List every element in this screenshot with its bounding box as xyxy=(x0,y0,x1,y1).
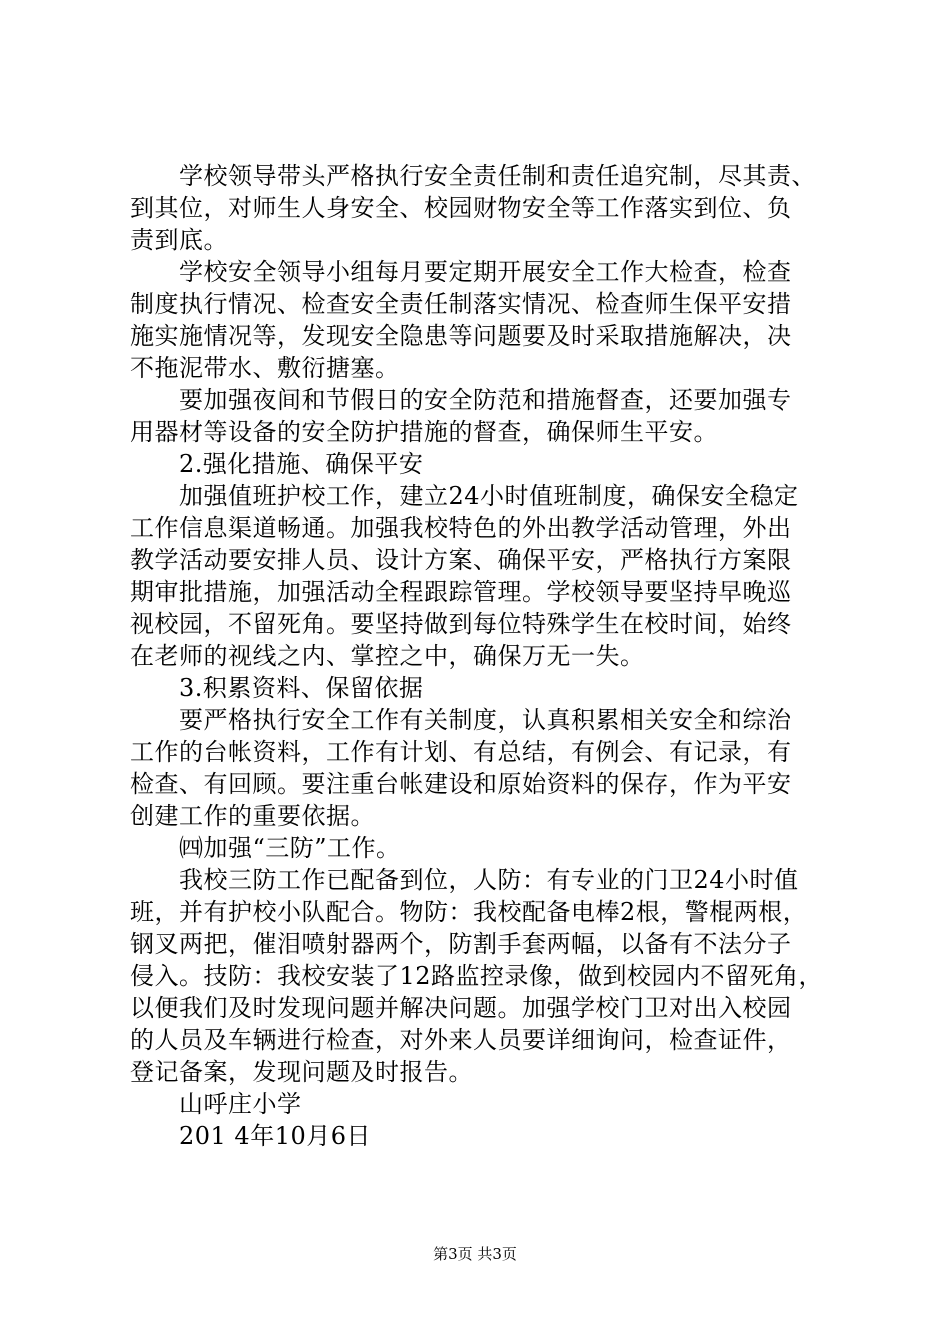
text-line: 的人员及车辆进行检查，对外来人员要详细询问，检查证件， xyxy=(130,1026,792,1054)
text-line: 教学活动要安排人员、设计方案、确保平安，严格执行方案限 xyxy=(130,546,792,574)
text-line: 要严格执行安全工作有关制度，认真积累相关安全和综治 xyxy=(130,706,792,734)
text-line: 班，并有护校小队配合。物防：我校配备电棒2根，警棍两根， xyxy=(130,898,808,926)
text-line: 创建工作的重要依据。 xyxy=(130,802,375,830)
text-line: 要加强夜间和节假日的安全防范和措施督查，还要加强专 xyxy=(130,386,792,414)
text-line: 期审批措施，加强活动全程跟踪管理。学校领导要坚持早晚巡 xyxy=(130,578,792,606)
text-line: 到其位，对师生人身安全、校园财物安全等工作落实到位、负 xyxy=(130,194,792,222)
section-heading: 3.积累资料、保留依据 xyxy=(130,674,424,702)
signature-school: 山呼庄小学 xyxy=(130,1090,302,1118)
text-line: 以便我们及时发现问题并解决问题。加强学校门卫对出入校园 xyxy=(130,994,792,1022)
page-footer: 第3页 共3页 xyxy=(433,1245,517,1263)
signature-date: 201 4年10月6日 xyxy=(130,1122,372,1150)
text-line: 我校三防工作已配备到位，人防：有专业的门卫24小时值 xyxy=(130,866,799,894)
text-line: 检查、有回顾。要注重台帐建设和原始资料的保存，作为平安 xyxy=(130,770,792,798)
text-line: 施实施情况等，发现安全隐患等问题要及时采取措施解决，决 xyxy=(130,322,792,350)
section-heading: 2.强化措施、确保平安 xyxy=(130,450,424,478)
text-line: 侵入。技防：我校安装了12路监控录像，做到校园内不留死角， xyxy=(130,962,824,990)
text-line: 学校领导带头严格执行安全责任制和责任追究制，尽其责、 xyxy=(130,162,816,190)
text-line: 加强值班护校工作，建立24小时值班制度，确保安全稳定 xyxy=(130,482,799,510)
text-line: 学校安全领导小组每月要定期开展安全工作大检查，检查 xyxy=(130,258,792,286)
text-line: 工作的台帐资料，工作有计划、有总结，有例会、有记录，有 xyxy=(130,738,792,766)
text-line: 在老师的视线之内、掌控之中，确保万无一失。 xyxy=(130,642,645,670)
section-heading: ㈣加强“三防”工作。 xyxy=(130,834,401,862)
text-line: 登记备案，发现问题及时报告。 xyxy=(130,1058,473,1086)
text-line: 制度执行情况、检查安全责任制落实情况、检查师生保平安措 xyxy=(130,290,792,318)
text-line: 责到底。 xyxy=(130,226,228,254)
text-line: 用器材等设备的安全防护措施的督查，确保师生平安。 xyxy=(130,418,718,446)
text-line: 视校园，不留死角。要坚持做到每位特殊学生在校时间，始终 xyxy=(130,610,792,638)
text-line: 工作信息渠道畅通。加强我校特色的外出教学活动管理，外出 xyxy=(130,514,792,542)
text-line: 不拖泥带水、敷衍搪塞。 xyxy=(130,354,400,382)
text-line: 钢叉两把，催泪喷射器两个，防割手套两幅，以备有不法分子 xyxy=(130,930,792,958)
